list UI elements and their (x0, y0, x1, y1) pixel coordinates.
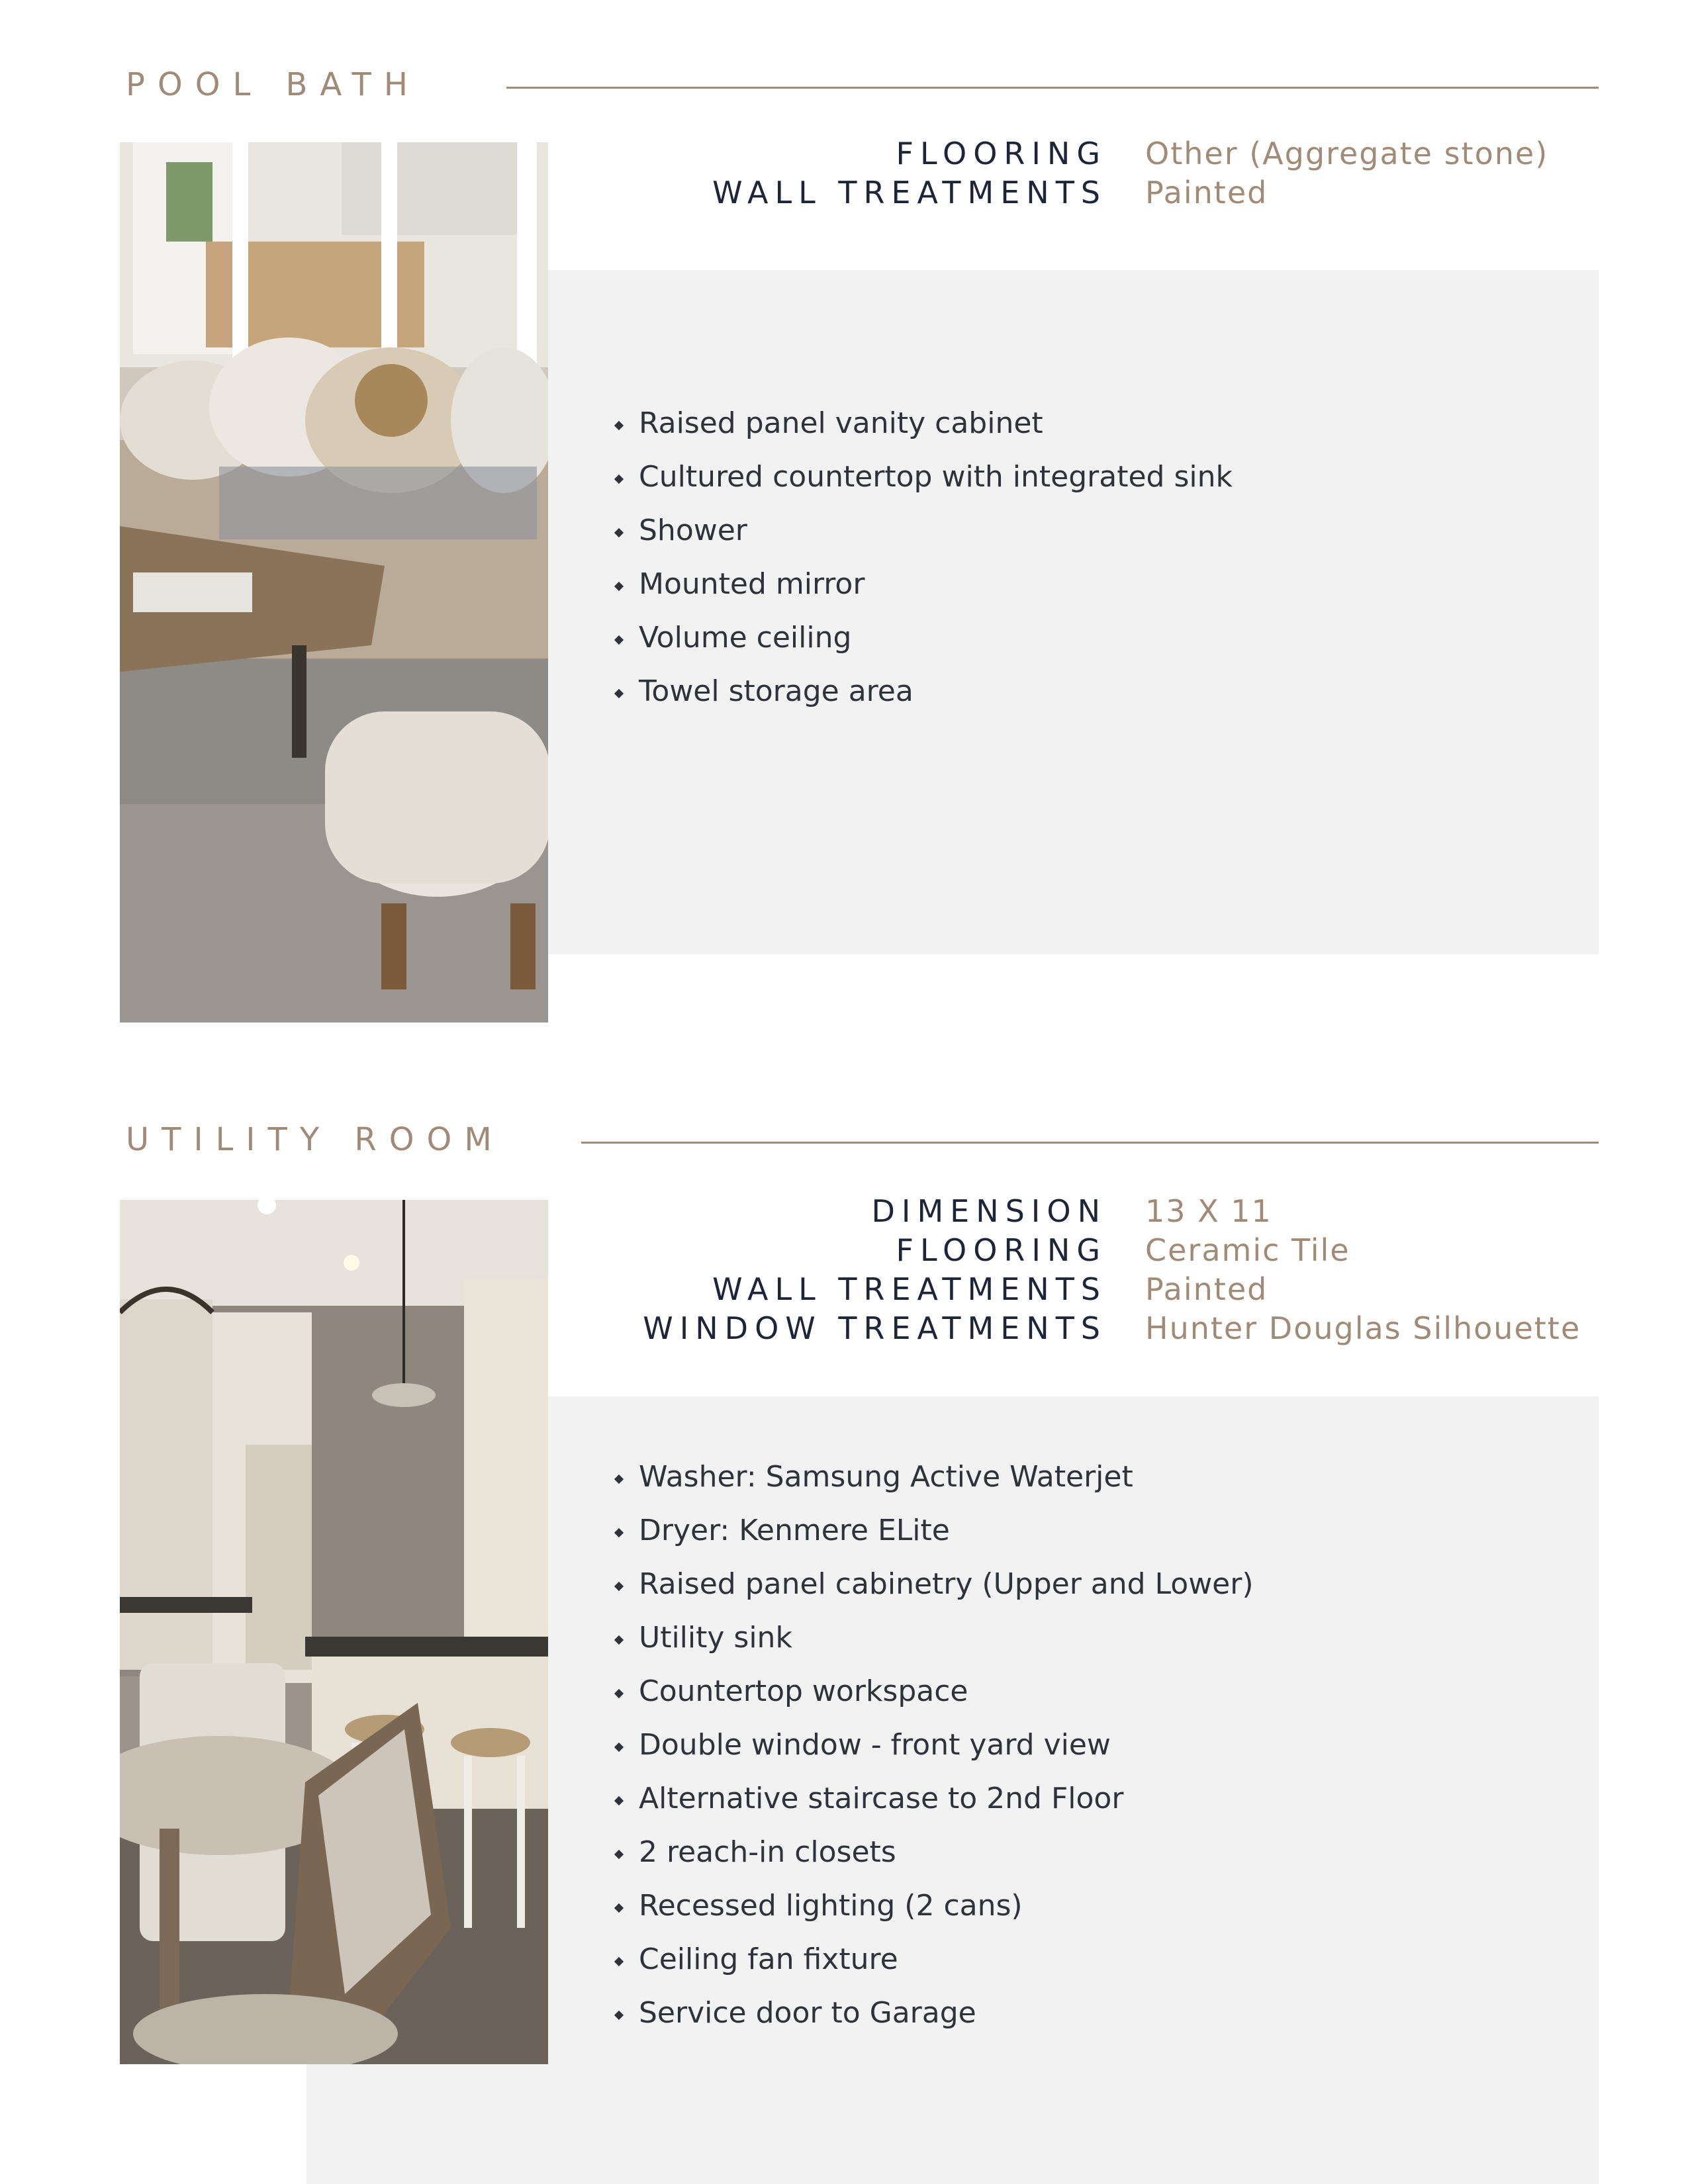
list-item: Dryer: Kenmere ELite (612, 1512, 1254, 1550)
spec-value: 13 X 11 (1145, 1193, 1272, 1229)
spec-label: DIMENSION (871, 1193, 1107, 1229)
spec-label: WINDOW TREATMENTS (643, 1310, 1107, 1346)
pool-bath-divider (506, 87, 1599, 89)
list-item: Ceiling fan fixture (612, 1940, 1254, 1979)
list-item: Alternative staircase to 2nd Floor (612, 1780, 1254, 1818)
spec-label: WALL TREATMENTS (712, 175, 1107, 210)
spec-value: Painted (1145, 175, 1268, 210)
list-item: Service door to Garage (612, 1994, 1254, 2032)
spec-value: Other (Aggregate stone) (1145, 136, 1549, 171)
utility-room-divider (581, 1142, 1599, 1144)
spec-label: FLOORING (896, 1232, 1107, 1268)
list-item: Raised panel vanity cabinet (612, 404, 1233, 443)
list-item: Recessed lighting (2 cans) (612, 1887, 1254, 1925)
list-item: Double window - front yard view (612, 1726, 1254, 1764)
spec-label: WALL TREATMENTS (712, 1271, 1107, 1307)
pool-bath-specs (463, 136, 1642, 210)
list-item: Washer: Samsung Active Waterjet (612, 1458, 1254, 1496)
spec-value: Hunter Douglas Silhouette (1145, 1310, 1581, 1346)
list-item: Utility sink (612, 1619, 1254, 1657)
list-item: Towel storage area (612, 672, 1233, 711)
list-item: Mounted mirror (612, 565, 1233, 604)
utility-room-specs (463, 1193, 1642, 1346)
list-item: Cultured countertop with integrated sink (612, 458, 1233, 496)
pool-bath-feature-list (612, 404, 1233, 726)
list-item: Countertop workspace (612, 1672, 1254, 1711)
pool-bath-title: POOL BATH (126, 66, 420, 103)
list-item: 2 reach-in closets (612, 1833, 1254, 1872)
utility-room-feature-list (612, 1458, 1254, 2048)
list-item: Raised panel cabinetry (Upper and Lower) (612, 1565, 1254, 1604)
living-room-photo (120, 142, 548, 1023)
spec-label: FLOORING (896, 136, 1107, 171)
list-item: Volume ceiling (612, 619, 1233, 657)
spec-value: Painted (1145, 1271, 1268, 1307)
spec-value: Ceramic Tile (1145, 1232, 1350, 1268)
utility-room-title: UTILITY ROOM (126, 1121, 504, 1158)
list-item: Shower (612, 512, 1233, 550)
